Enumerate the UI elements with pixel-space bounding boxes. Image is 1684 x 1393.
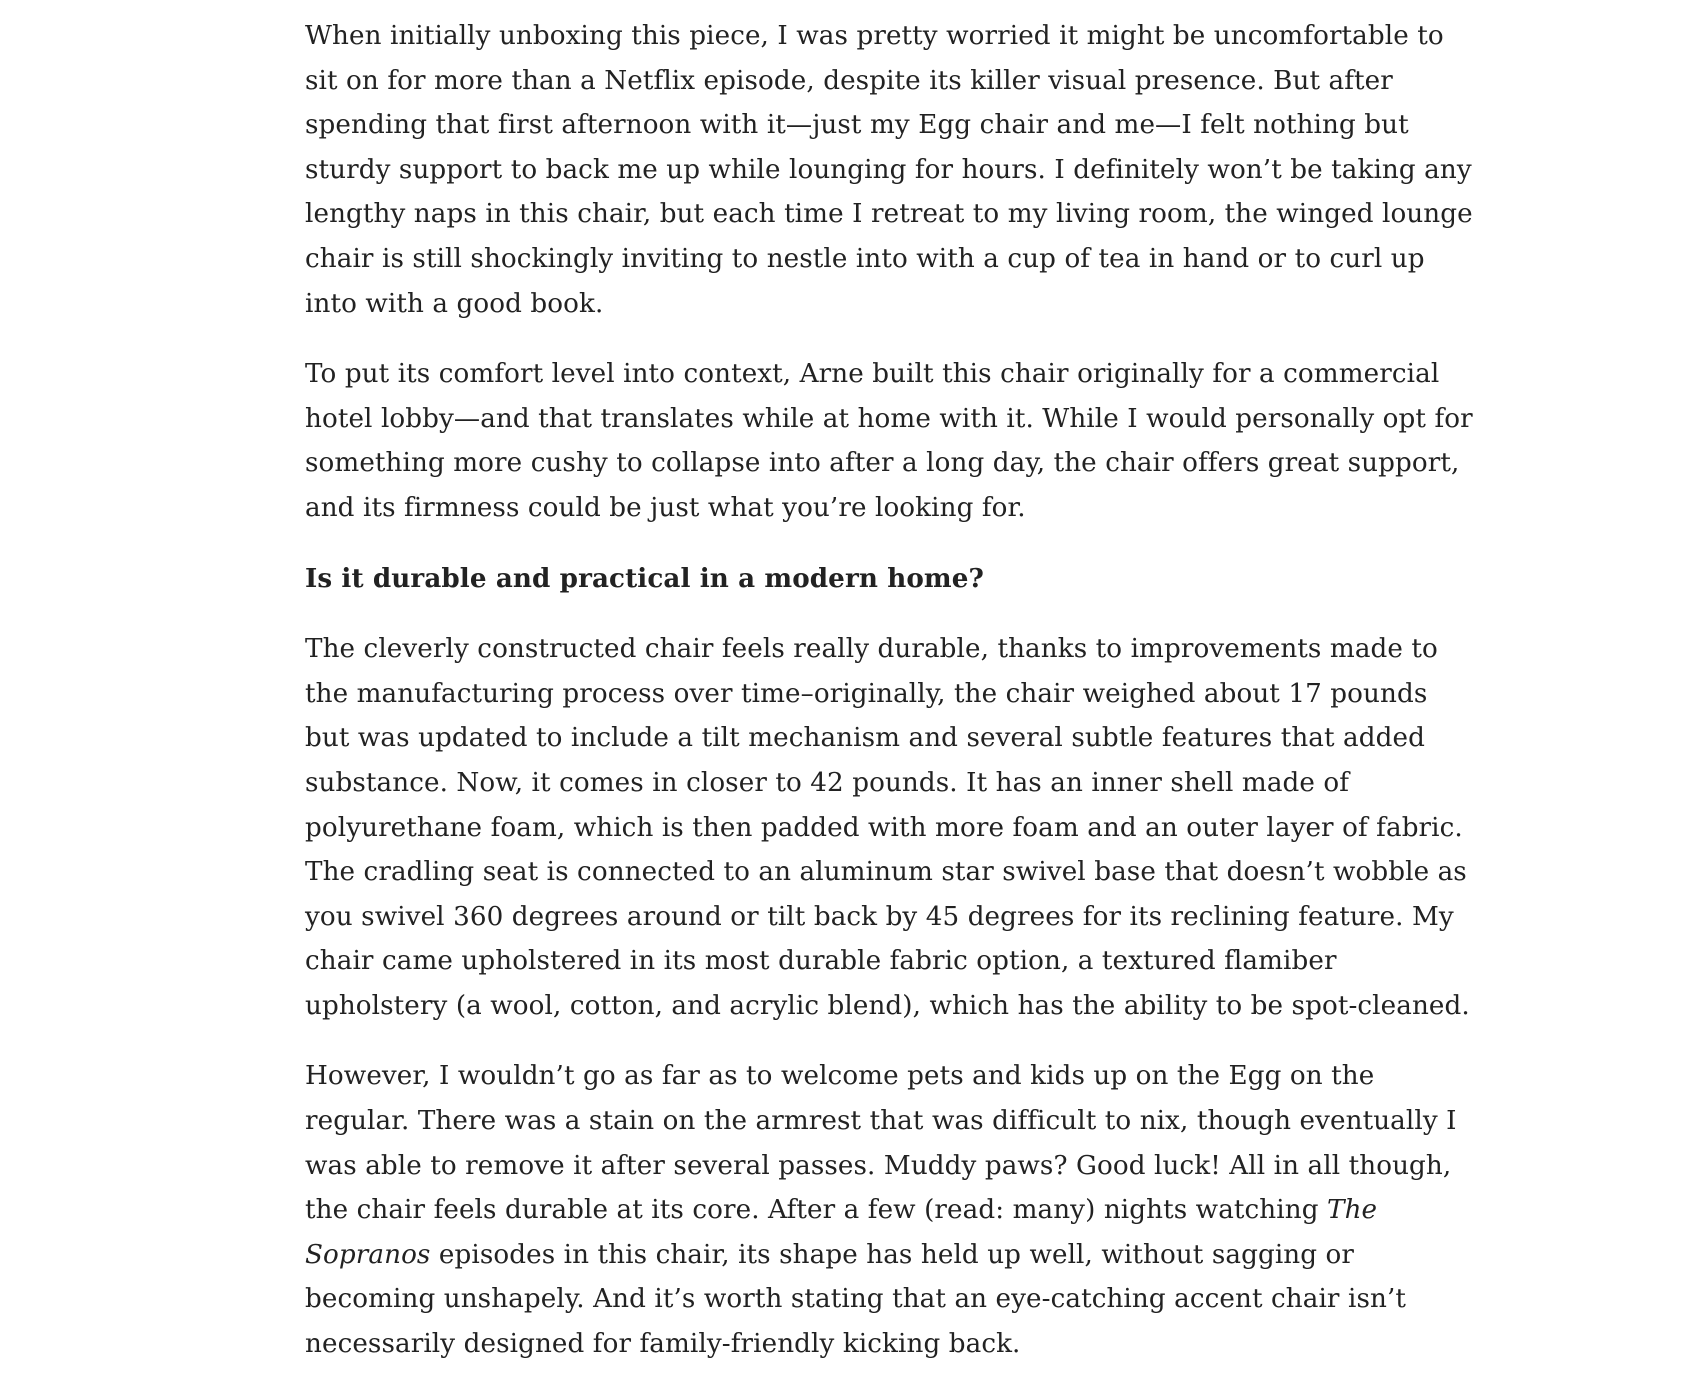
paragraph-comfort: When initially unboxing this piece, I was pretty worried it might be uncomfortable to sit on for more than a Netflix episode, despite its killer visual presence. But after spending that first afternoon with it—just my Egg chair and me—I felt nothing but sturdy support to back me up while lounging for hours. I definitely won’t be taking any lengthy naps in this chair, but each time I retreat to my living room, the winged lounge chair is still shockingly inviting to nestle into with a cup of tea in hand or to curl up into with a good book. <box>305 21 1473 319</box>
paragraph-text: However, I wouldn’t go as far as to welcome pets and kids up on the Egg on the regular. There was a stain on the armrest that was difficult to nix, though eventually I was able to remove it after several passes. Muddy paws? Good luck! All in all though, the chair feels durable at its core. After a few (read: many) nights watching <box>305 1061 1457 1226</box>
section-heading: Is it durable and practical in a modern home? <box>305 562 984 594</box>
article-body <box>305 14 1477 1393</box>
paragraph-text: episodes in this chair, its shape has held up well, without sagging or becoming unshapely. And it’s worth stating that an eye-catching accent chair isn’t necessarily designed for family-friendly kicking back. <box>305 1239 1407 1360</box>
paragraph-context: To put its comfort level into context, Arne built this chair originally for a commercial hotel lobby—and that translates while at home with it. While I would personally opt for something more cushy to collapse into after a long day, the chair offers great support, and its firmness could be just what you’re looking for. <box>305 359 1473 523</box>
paragraph-durability: The cleverly constructed chair feels really durable, thanks to improvements made to the manufacturing process over time–originally, the chair weighed about 17 pounds but was updated to include a tilt mechanism and several subtle features that added substance. Now, it comes in closer to 42 pounds. It has an inner shell made of polyurethane foam, which is then padded with more foam and an outer layer of fabric. The cradling seat is connected to an aluminum star swivel base that doesn’t wobble as you swivel 360 degrees around or tilt back by 45 degrees for its reclining feature. My chair came upholstered in its most durable fabric option, a textured flamiber upholstery (a wool, cotton, and acrylic blend), which has the ability to be spot-cleaned. <box>305 634 1470 1021</box>
paragraph-practicality <box>305 1054 1477 1366</box>
show-title: The Sopranos <box>305 1195 1378 1270</box>
